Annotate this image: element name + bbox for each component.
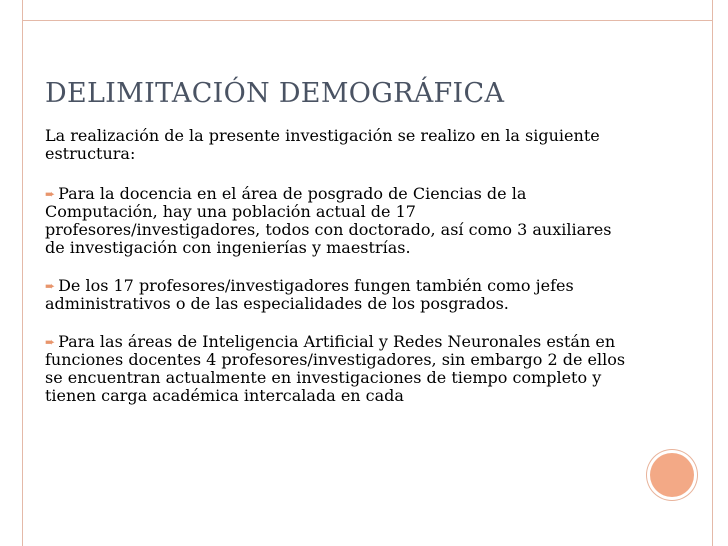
- frame-line-top: [22, 20, 713, 21]
- bullet-arrow-icon: ➨: [45, 279, 56, 293]
- bullet-text: Para las áreas de Inteligencia Artificial y Redes Neuronales están en funciones docentes 4 profesores/investigadores, sin embargo 2 de ellos se encuentran actualmente en investigaciones de tiempo completo y tienen carga académica intercalada en cada: [45, 332, 626, 405]
- decorative-circle: [650, 453, 694, 497]
- frame-line-right: [712, 0, 713, 546]
- bullet-item: [45, 277, 635, 313]
- intro-paragraph: La realización de la presente investigación se realizo en la siguiente estructura:: [45, 126, 600, 163]
- slide-title: DELIMITACIÓN DEMOGRÁFICA: [45, 78, 505, 109]
- slide-body: [45, 127, 635, 425]
- bullet-text: Para la docencia en el área de posgrado de Ciencias de la Computación, hay una población actual de 17 profesores/investigadores, todos con doctorado, así como 3 auxiliares de investigación con ingenierías y maestrías.: [45, 184, 612, 257]
- bullet-item: [45, 185, 635, 257]
- bullet-text: De los 17 profesores/investigadores fungen también como jefes administrativos o de las especialidades de los posgrados.: [45, 276, 574, 313]
- frame-line-left: [22, 0, 23, 546]
- bullet-arrow-icon: ➨: [45, 187, 56, 201]
- bullet-item: [45, 333, 635, 405]
- bullet-arrow-icon: ➨: [45, 335, 56, 349]
